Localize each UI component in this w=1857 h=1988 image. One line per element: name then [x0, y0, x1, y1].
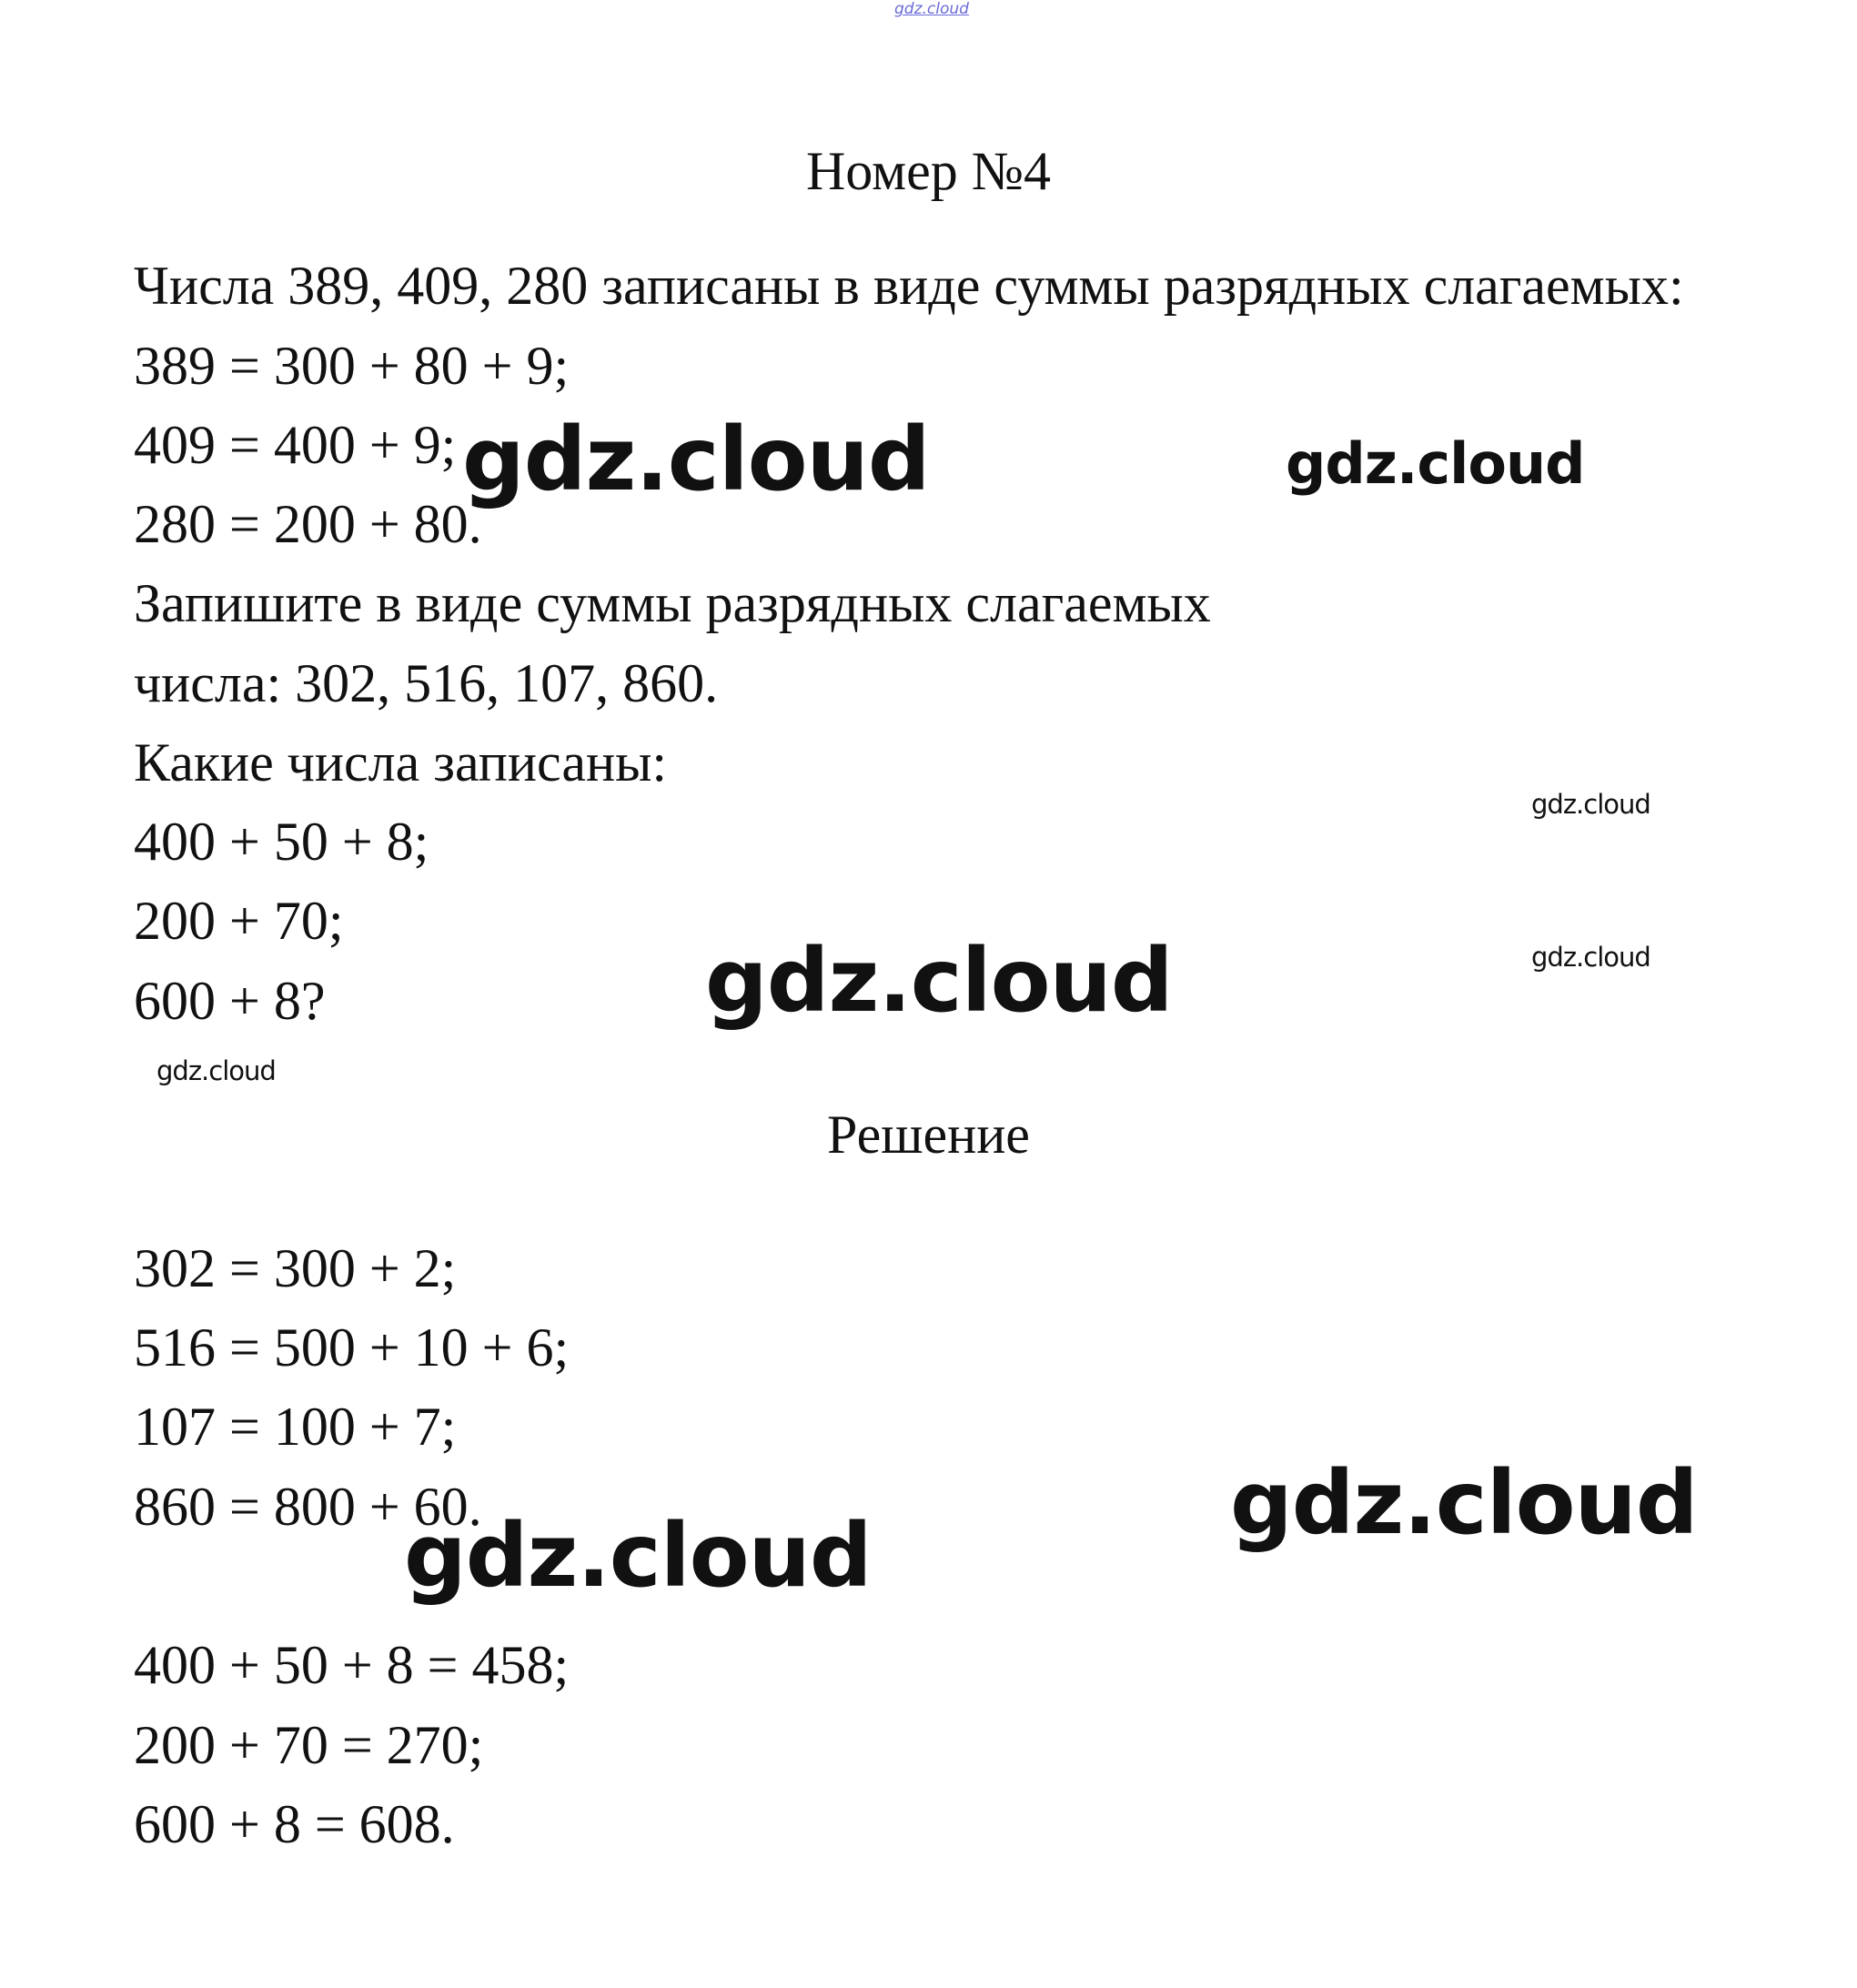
page-title: Номер №4 [805, 141, 1052, 201]
problem-line: Числа 389, 409, 280 записаны в виде суммы разрядных слагаемых: [134, 256, 1684, 316]
solution-line: 860 = 800 + 60. [134, 1477, 482, 1537]
solution-line: 400 + 50 + 8 = 458; [134, 1635, 570, 1695]
solution-line: 107 = 100 + 7; [134, 1397, 457, 1457]
solution-title: Решение [827, 1105, 1030, 1165]
problem-line: Какие числа записаны: [134, 732, 668, 792]
problem-line: 200 + 70; [134, 891, 344, 951]
header-watermark: gdz.cloud [894, 0, 969, 18]
problem-line: 409 = 400 + 9; [134, 415, 457, 475]
watermark-logo: gdz.cloud [1230, 1452, 1698, 1554]
watermark-logo: gdz.cloud [1531, 789, 1650, 820]
problem-line: 600 + 8? [134, 971, 326, 1031]
solution-line: 200 + 70 = 270; [134, 1715, 484, 1775]
watermark-logo: gdz.cloud [404, 1505, 872, 1607]
solution-line: 516 = 500 + 10 + 6; [134, 1317, 570, 1377]
problem-line: 280 = 200 + 80. [134, 494, 482, 554]
watermark-logo: gdz.cloud [1286, 430, 1585, 497]
watermark-logo: gdz.cloud [156, 1055, 276, 1086]
problem-line: 400 + 50 + 8; [134, 812, 429, 872]
watermark-logo: gdz.cloud [1531, 942, 1650, 973]
solution-line: 600 + 8 = 608. [134, 1794, 455, 1854]
solution-line: 302 = 300 + 2; [134, 1238, 457, 1298]
problem-line: 389 = 300 + 80 + 9; [134, 336, 570, 396]
watermark-logo: gdz.cloud [705, 930, 1173, 1032]
watermark-logo: gdz.cloud [462, 409, 930, 510]
problem-line: Запишите в виде суммы разрядных слагаемых [134, 573, 1211, 633]
problem-line: числа: 302, 516, 107, 860. [134, 653, 719, 713]
